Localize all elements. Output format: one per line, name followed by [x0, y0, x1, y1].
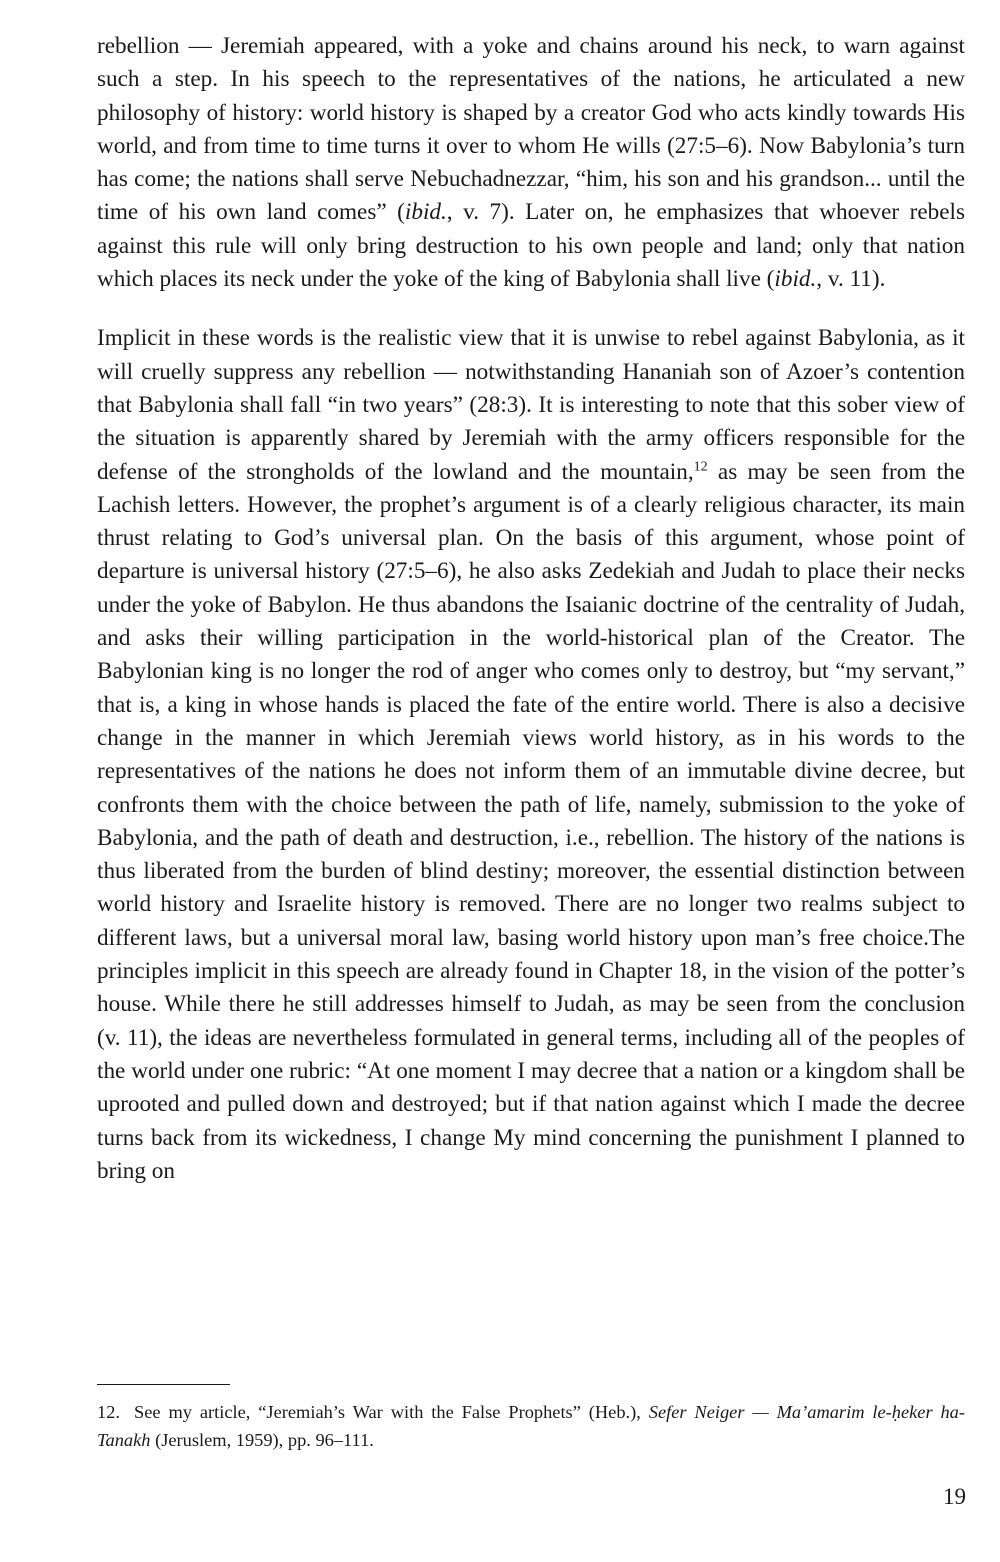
text-run: , v. 11).	[816, 266, 886, 293]
footnote-divider	[97, 1384, 230, 1385]
italic-text: ibid.	[774, 266, 817, 293]
text-run: as may be seen from the Lachish letters. However, the prophet’s argument is of a clearly religious character, its main thrust relating to God’s universal plan. On the basis of this argument, whose point of departure is universal history (27:5–6), he also asks Zedekiah and Judah to place their necks under the yoke of Babylon. He thus abandons the Isaianic doctrine of the centrality of Judah, and asks their willing participation in the world-historical plan of the Creator. The Babylonian king is no longer the rod of anger who comes only to destroy, but “my servant,” that is, a king in whose hands is placed the fate of the entire world. There is also a decisive change in the manner in which Jeremiah views world history, as in his words to the representatives of the nations he does not inform them of an immutable divine decree, but confronts them with the choice between the path of life, namely, submission to the yoke of Babylonia, and the path of death and destruction, i.e., rebellion. The history of the nations is thus liberated from the burden of blind destiny; moreover, the essential distinction between world history and Israelite history is removed. There are no longer two realms subject to different laws, but a universal moral law, basing world history upon man’s free choice.The principles implicit in this speech are already found in Chapter 18, in the vision of the potter’s house. While there he still addresses himself to Judah, as may be seen from the conclusion (v. 11), the ideas are nevertheless formulated in general terms, including all of the peoples of the world under one rubric: “At one moment I may decree that a nation or a kingdom shall be uprooted and pulled down and destroyed; but if that nation against which I made the decree turns back from its wickedness, I change My mind concerning the punishment I planned to bring on	[97, 458, 965, 1184]
footnote-number: 12.	[97, 1402, 120, 1422]
page-number: 19	[943, 1484, 966, 1509]
text-run: , v. 7). Later on, he emphasizes that whoever rebels against this rule will only bring destruction to his own people and land; only that nation which places its neck under the yoke of the king of Babylonia shall live (	[97, 199, 966, 293]
paragraph-1	[97, 30, 965, 296]
paragraph-2	[97, 322, 965, 1188]
italic-text: ibid.	[404, 199, 447, 226]
text-run: See my article, “Jeremiah’s War with the False Prophets” (Heb.),	[134, 1402, 649, 1422]
text-run: rebellion — Jeremiah appeared, with a yoke and chains around his neck, to warn against such a step. In his speech to the representatives of the nations, he articulated a new philosophy of history: world history is shaped by a creator God who acts kindly towards His world, and from time to time turns it over to whom He wills (27:5–6). Now Babylonia’s turn has come; the nations shall serve Nebuchadnezzar, “him, his son and his grandson... until the time of his own land comes” (	[97, 33, 965, 226]
body-text	[97, 30, 965, 1188]
footnote-reference: 12	[693, 458, 708, 474]
text-run: Implicit in these words is the realistic view that it is unwise to rebel against Babylonia, as it will cruelly suppress any rebellion — notwithstanding Hananiah son of Azoer’s contention that Babylonia shall fall “in two years” (28:3). It is interesting to note that this sober view of the situation is apparently shared by Jeremiah with the army officers responsible for the defense of the strongholds of the lowland and the mountain,	[97, 325, 965, 485]
italic-text: Sefer Neiger — Ma’amarim le-ḥeker ha-Tanakh	[97, 1402, 966, 1450]
footnote-12	[97, 1398, 965, 1454]
footnote-text	[97, 1402, 965, 1450]
text-run: (Jeruslem, 1959), pp. 96–111.	[150, 1430, 374, 1450]
